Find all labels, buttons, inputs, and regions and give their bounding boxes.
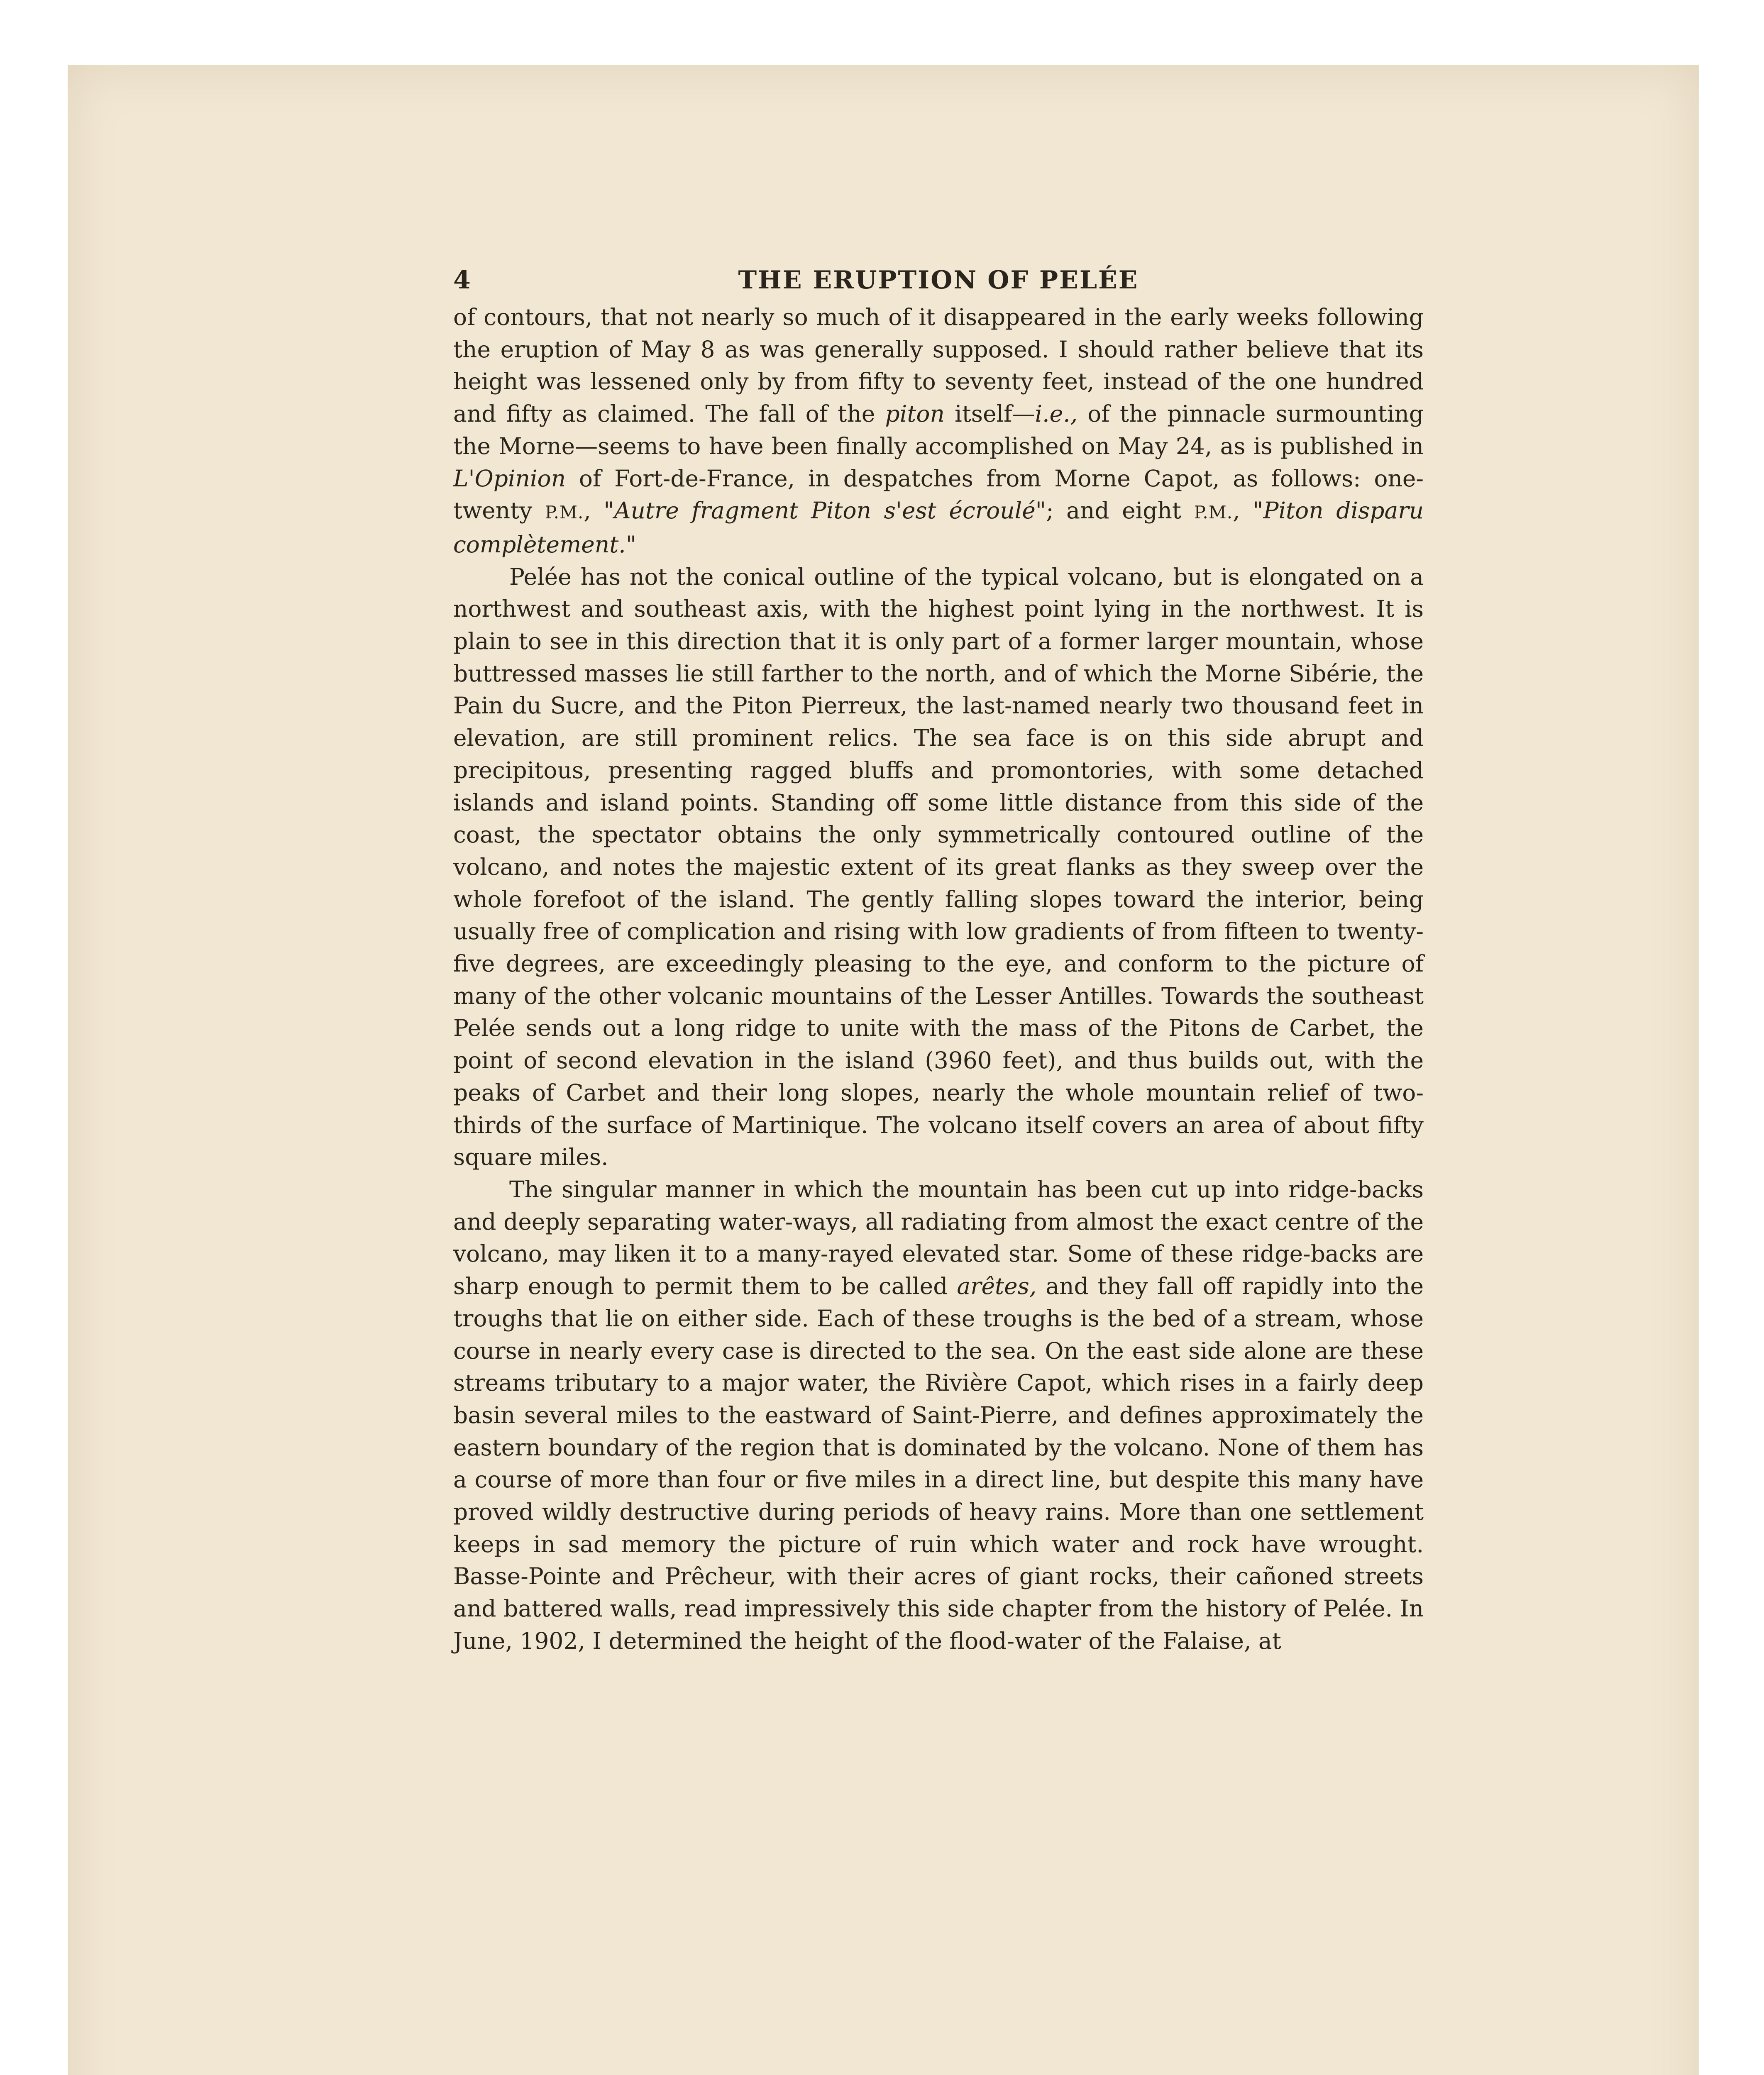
paragraph-1-text: of contours, that not nearly so much of it disappeared in the early weeks following the eruption of May 8 as was generally supposed. I should rather believe that its height was lessened only by from fifty to seventy feet, instead of the one hundred and fifty as claimed. The fall of the: [453, 304, 1424, 427]
italic-french-quote: Autre fragment Piton s'est écroulé: [614, 497, 1036, 524]
paragraph-1-text: of the pinnacle surmounting the Morne—seems to have been finally accomplished on May 24, as is published in: [453, 400, 1424, 459]
italic-newspaper-title: L'Opinion: [453, 465, 566, 492]
paragraph-2: Pelée has not the conical outline of the typical volcano, but is elongated on a northwest and southeast axis, with the highest point lying in the northwest. It is plain to see in this direction that it is only part of a former larger mountain, whose buttressed masses lie still farther to the north, and of which the Morne Sibérie, the Pain du Sucre, and the Piton Pierreux, the last-named nearly two thousand feet in elevation, are still prominent relics. The sea face is on this side abrupt and precipitous, presenting ragged bluffs and promontories, with some detached islands and island points. Standing off some little distance from this side of the coast, the spectator obtains the only symmetrically contoured outline of the volcano, and notes the majestic extent of its great flanks as they sweep over the whole forefoot of the island. The gently falling slopes toward the interior, being usually free of complication and rising with low gradients of from fifteen to twenty-five degrees, are exceedingly pleasing to the eye, and conform to the picture of many of the other volcanic mountains of the Lesser Antilles. Towards the southeast Pelée sends out a long ridge to unite with the mass of the Pitons de Carbet, the point of second elevation in the island (3960 feet), and thus builds out, with the peaks of Carbet and their long slopes, nearly the whole mountain relief of two-thirds of the surface of Martinique. The volcano itself covers an area of about fifty square miles.: [453, 563, 1424, 1171]
paragraph-1-text: , ": [584, 497, 614, 524]
italic-piton: piton: [885, 400, 945, 427]
paragraph-1: [453, 301, 1424, 561]
page-content: [453, 266, 1424, 1658]
paragraph-1-text: of Fort-de-France, in despatches from Morne Capot, as follows: one-twenty: [453, 465, 1424, 524]
paragraph-1-text: "; and eight: [1035, 497, 1194, 524]
paragraph-3: [453, 1174, 1424, 1658]
running-title: THE ERUPTION OF PELÉE: [738, 266, 1139, 295]
small-caps-pm: P.M.: [545, 502, 584, 523]
running-head: [453, 266, 1424, 299]
italic-aretes: arêtes,: [957, 1273, 1037, 1300]
paragraph-1-text: ": [625, 531, 637, 558]
paragraph-3-text: and they fall off rapidly into the troughs that lie on either side. Each of these troughs is the bed of a stream, whose course in nearly every case is directed to the sea. On the east side alone are these streams tributary to a major water, the Rivière Capot, which rises in a fairly deep basin several miles to the eastward of Saint-Pierre, and defines approximately the eastern boundary of the region that is dominated by the volcano. None of them has a course of more than four or five miles in a direct line, but despite this many have proved wildly destructive during periods of heavy rains. More than one settlement keeps in sad memory the picture of ruin which water and rock have wrought. Basse-Pointe and Prêcheur, with their acres of giant rocks, their cañoned streets and battered walls, read impressively this side chapter from the history of Pelée. In June, 1902, I determined the height of the flood-water of the Falaise, at: [453, 1273, 1424, 1654]
paragraph-1-text: itself—: [944, 400, 1035, 427]
paragraph-3-text: The singular manner in which the mountain has been cut up into ridge-backs and deeply separating water-ways, all radiating from almost the exact centre of the volcano, may liken it to a many-rayed elevated star. Some of these ridge-backs are sharp enough to permit them to be called: [453, 1176, 1424, 1300]
page-number: 4: [453, 266, 472, 295]
italic-ie: i.e.,: [1035, 400, 1078, 427]
paragraph-1-text: , ": [1233, 497, 1263, 524]
small-caps-pm: P.M.: [1194, 502, 1233, 523]
italic-french-quote: Piton disparu complètement.: [453, 497, 1424, 558]
body-text: [453, 301, 1424, 1658]
